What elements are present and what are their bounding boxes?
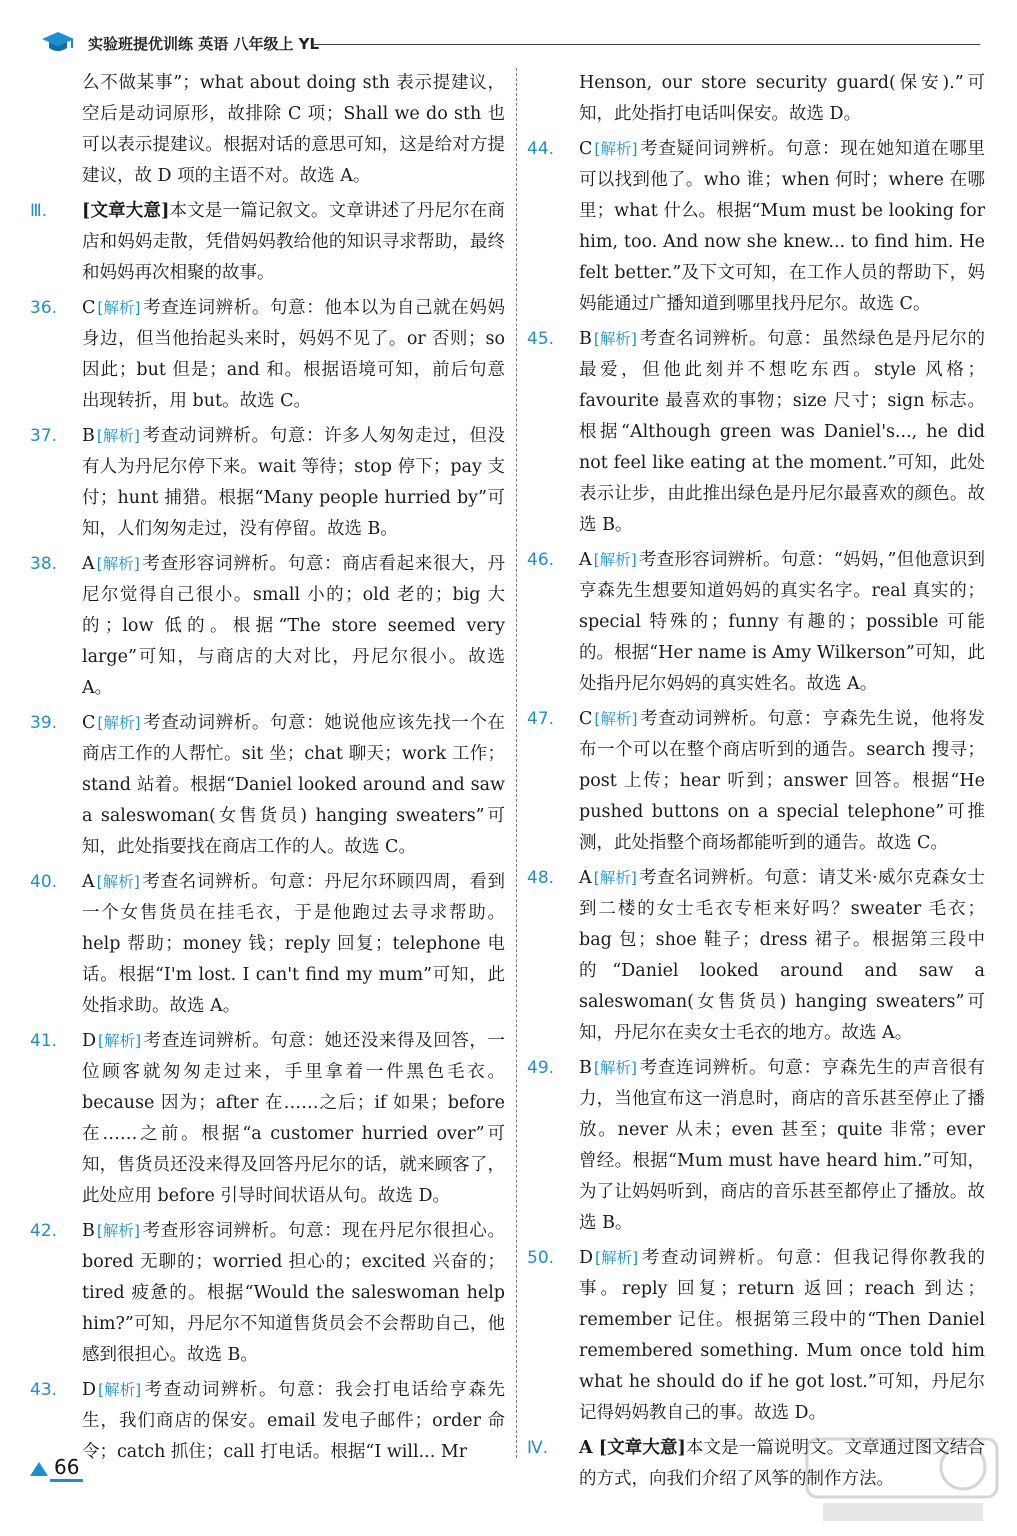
answer-item xyxy=(527,863,985,1049)
answer-letter: D xyxy=(82,1380,97,1400)
explanation-text: 考查动词辨析。句意：但我记得你教我的事。reply 回复；return 返回；reach 到达；remember 记住。根据第三段中的“Then Daniel remembered something. Mum once told him what he should do if he got lost.”可知，丹尼尔记得妈妈教自己的事。故选 D。 xyxy=(579,1248,985,1423)
answer-item xyxy=(527,1243,985,1429)
explanation-text: 考查连词辨析。句意：他本以为自己就在妈妈身边，但当他抬起头来时，妈妈不见了。or 否则；so 因此；but 但是；and 和。根据语境可知，前后句意出现转折，用 but。故选 C。 xyxy=(82,298,505,411)
answer-item xyxy=(30,549,505,704)
answer-letter: B xyxy=(82,426,95,446)
answer-item xyxy=(30,867,505,1022)
explanation-text: 考查疑问词辨析。句意：现在她知道在哪里可以找到他了。who 谁；when 何时；where 在哪里；what 什么。根据“Mum must be looking for him, too. And now she knew... to find him. He felt better.”及下文可知，在工作人员的帮助下，妈妈能通过广播知道到哪里找丹尼尔。故选 C。 xyxy=(579,139,985,314)
analysis-tag: [解析] xyxy=(96,427,140,445)
answer-item xyxy=(30,1026,505,1212)
analysis-tag: [解析] xyxy=(595,1249,639,1267)
section-label: A [文章大意] xyxy=(579,1438,686,1458)
page-header xyxy=(40,30,980,60)
answer-letter: D xyxy=(579,1248,594,1268)
explanation-text: 考查形容词辨析。句意：“妈妈，”但他意识到亨森先生想要知道妈妈的真实名字。real 真实的；special 特殊的；funny 有趣的；possible 可能的。根据“Her name is Amy Wilkerson”可知，此处指丹尼尔妈妈的真实姓名。故选 A。 xyxy=(579,550,985,694)
section-text: 本文是一篇说明文。文章通过图文结合的方式，向我们介绍了风筝的制作方法。 xyxy=(579,1438,986,1489)
continued-paragraph: 么不做某事”；what about doing sth 表示提建议，空后是动词原形，故排除 C 项；Shall we do sth 也可以表示提建议。根据对话的意思可知，这是给对方提建议，故 D 项的主语不对。故选 A。 xyxy=(82,73,505,186)
question-number: 41. xyxy=(30,1031,58,1051)
analysis-tag: [解析] xyxy=(97,714,141,732)
answer-letter: B xyxy=(579,329,592,349)
answer-letter: C xyxy=(82,298,96,318)
analysis-tag: [解析] xyxy=(593,869,637,887)
question-number: 50. xyxy=(527,1248,555,1268)
header-rule xyxy=(312,44,980,45)
answer-item xyxy=(527,134,985,320)
book-title: 实验班提优训练 英语 八年级上 YL xyxy=(88,35,320,53)
answer-item xyxy=(527,545,985,700)
analysis-tag: [解析] xyxy=(593,551,637,569)
explanation-text: 考查名词辨析。句意：丹尼尔环顾四周，看到一个女售货员在挂毛衣，于是他跑过去寻求帮助。help 帮助；money 钱；reply 回复；telephone 电话。根据“I'm lost. I can't find my mum”可知，此处指求助。故选 A。 xyxy=(82,872,505,1016)
explanation-text: 考查连词辨析。句意：亨森先生的声音很有力，当他宣布这一消息时，商店的音乐甚至停止了播放。never 从未；even 甚至；quite 非常；ever 曾经。根据“Mum must have heard him.”可知，为了让妈妈听到，商店的音乐甚至都停止了播放。故选 B。 xyxy=(579,1058,985,1233)
question-number: 43. xyxy=(30,1380,58,1400)
answer-item xyxy=(527,704,985,859)
page-number-badge xyxy=(30,1455,83,1485)
answer-letter: B xyxy=(82,1221,95,1241)
analysis-tag: [解析] xyxy=(96,1222,140,1240)
graduation-cap-icon xyxy=(40,30,76,56)
explanation-text: 考查形容词辨析。句意：现在丹尼尔很担心。bored 无聊的；worried 担心的；excited 兴奋的；tired 疲惫的。根据“Would the saleswoman help him?”可知，丹尼尔不知道售货员会不会帮助自己，他感到很担心。故选 B。 xyxy=(82,1221,505,1365)
page-number: 66 xyxy=(50,1455,83,1482)
answer-item xyxy=(30,421,505,545)
question-number: 46. xyxy=(527,550,555,570)
explanation-text: 考查名词辨析。句意：虽然绿色是丹尼尔的最爱，但他此刻并不想吃东西。style 风格；favourite 最喜欢的事物；size 尺寸；sign 标志。根据“Although green was Daniel's..., he did not feel like eating at the moment.”可知，此处表示让步，由此推出绿色是丹尼尔最喜欢的颜色。故选 B。 xyxy=(579,329,985,535)
section-number: Ⅳ. xyxy=(527,1438,549,1458)
answer-item xyxy=(30,708,505,863)
analysis-tag: [解析] xyxy=(594,710,638,728)
analysis-tag: [解析] xyxy=(593,330,637,348)
explanation-text: 考查名词辨析。句意：请艾米·威尔克森女士到二楼的女士毛衣专柜来好吗？sweater 毛衣；bag 包；shoe 鞋子；dress 裙子。根据第三段中的“Daniel looked around and saw a saleswoman(女售货员) hanging sweaters”可知，丹尼尔在卖女士毛衣的地方。故选 A。 xyxy=(579,868,985,1043)
question-number: 37. xyxy=(30,426,58,446)
explanation-text: 考查形容词辨析。句意：商店看起来很大，丹尼尔觉得自己很小。small 小的；old 老的；big 大的；low 低的。根据“The store seemed very large”可知，与商店的大对比，丹尼尔很小。故选 A。 xyxy=(82,554,505,698)
question-number: 36. xyxy=(30,298,58,318)
answer-letter: B xyxy=(579,1058,592,1078)
answer-item xyxy=(30,293,505,417)
arrow-up-icon xyxy=(30,1462,48,1476)
explanation-text: 考查动词辨析。句意：许多人匆匆走过，但没有人为丹尼尔停下来。wait 等待；stop 停下；pay 支付；hunt 捕猎。根据“Many people hurried by”可知，人们匆匆走过，没有停留。故选 B。 xyxy=(82,426,505,539)
analysis-tag: [解析] xyxy=(98,1032,142,1050)
explanation-text: 考查连词辨析。句意：她还没来得及回答，一位顾客就匆匆走过来，手里拿着一件黑色毛衣。because 因为；after 在……之后；if 如果；before 在……之前。根据“a customer hurried over”可知，售货员还没来得及回答丹尼尔的话，就来顾客了，此处应用 before 引导时间状语从句。故选 D。 xyxy=(82,1031,505,1206)
question-number: 40. xyxy=(30,872,58,892)
analysis-tag: [解析] xyxy=(593,1059,637,1077)
question-number: 47. xyxy=(527,709,555,729)
answer-letter: A xyxy=(579,550,592,570)
analysis-tag: [解析] xyxy=(594,140,638,158)
answer-letter: A xyxy=(579,868,592,888)
answer-item xyxy=(527,324,985,541)
explanation-text: 考查动词辨析。句意：亨森先生说，他将发布一个可以在整个商店听到的通告。search 搜寻；post 上传；hear 听到；answer 回答。根据“He pushed buttons on a special telephone”可推测，此处指整个商场都能听到的通告。故选 C。 xyxy=(579,709,985,853)
column-divider xyxy=(516,68,517,1458)
answer-letter: A xyxy=(82,554,95,574)
right-column xyxy=(527,68,985,1499)
explanation-text: 考查动词辨析。句意：我会打电话给亨森先生，我们商店的保安。email 发电子邮件；order 命令；catch 抓住；call 打电话。根据“I will... Mr xyxy=(82,1380,505,1462)
analysis-tag: [解析] xyxy=(96,555,140,573)
question-number: 48. xyxy=(527,868,555,888)
answer-letter: D xyxy=(82,1031,97,1051)
question-number: 42. xyxy=(30,1221,58,1241)
question-number: 44. xyxy=(527,139,555,159)
left-column xyxy=(30,68,505,1472)
section-label: [文章大意] xyxy=(82,201,170,221)
section-text: 本文是一篇记叙文。文章讲述了丹尼尔在商店和妈妈走散，凭借妈妈教给他的知识寻求帮助，最终和妈妈再次相聚的故事。 xyxy=(82,201,506,283)
continued-paragraph: Henson, our store security guard(保安).”可知，此处指打电话叫保安。故选 D。 xyxy=(579,73,985,124)
section-summary xyxy=(30,196,505,289)
question-number: 45. xyxy=(527,329,555,349)
question-number: 49. xyxy=(527,1058,555,1078)
watermark-logo xyxy=(803,1433,1003,1528)
question-number: 38. xyxy=(30,554,58,574)
answer-item xyxy=(30,1216,505,1371)
analysis-tag: [解析] xyxy=(98,1381,142,1399)
answer-letter: C xyxy=(579,709,593,729)
answer-item xyxy=(30,1375,505,1468)
analysis-tag: [解析] xyxy=(96,873,140,891)
question-number: 39. xyxy=(30,713,58,733)
explanation-text: 考查动词辨析。句意：她说他应该先找一个在商店工作的人帮忙。sit 坐；chat 聊天；work 工作；stand 站着。根据“Daniel looked around and saw a saleswoman(女售货员) hanging sweaters”可知，此处指要找在商店工作的人。故选 C。 xyxy=(82,713,505,857)
analysis-tag: [解析] xyxy=(97,299,141,317)
answer-letter: A xyxy=(82,872,95,892)
answer-letter: C xyxy=(579,139,593,159)
answer-letter: C xyxy=(82,713,96,733)
answer-item xyxy=(527,1053,985,1239)
section-number: Ⅲ. xyxy=(30,201,48,221)
